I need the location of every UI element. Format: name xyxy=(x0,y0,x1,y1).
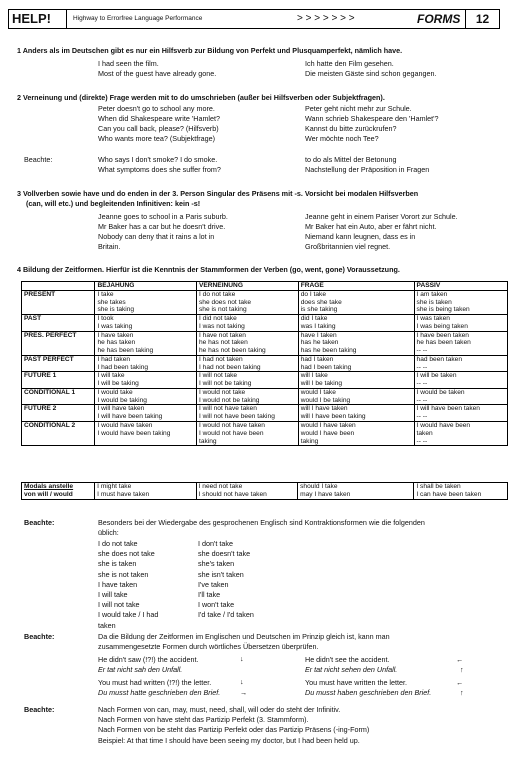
table-row-header: FUTURE 2 xyxy=(22,405,95,422)
table-cell: did I take was I taking xyxy=(298,315,414,332)
table-row-header: PRESENT xyxy=(22,290,95,314)
b2-a3: He didn't see the accident. xyxy=(305,655,390,664)
table-cell: I shall be taken I can have been taken xyxy=(414,483,508,500)
s1-en2: Most of the guest have already gone. xyxy=(98,69,217,78)
list-item: she is taken xyxy=(98,559,137,569)
header-subtitle: Highway to Errorfree Language Performance xyxy=(73,15,203,22)
table-cell: would I have taken would I have been taking xyxy=(298,422,414,446)
s2-beachte: Beachte: xyxy=(24,155,53,164)
b2-c3: You must have written the letter. xyxy=(305,678,408,687)
s2-en-0: Peter doesn't go to school any more. xyxy=(98,104,215,113)
b2-text-2: zusammengesetzte Formen durch wörtliches Übersetzen überprüfen. xyxy=(98,642,319,651)
list-item: I will not take xyxy=(98,600,140,610)
s2-de-2: Kannst du bitte zurückrufen? xyxy=(305,124,397,133)
table-row-header: CONDITIONAL 1 xyxy=(22,388,95,405)
b2-c4: Du musst haben geschrieben den Brief. xyxy=(305,688,432,697)
b1-text-2: üblich: xyxy=(98,528,119,537)
table-cell: have I taken has he taken has he been taking xyxy=(298,331,414,355)
arrow-right-icon: → xyxy=(240,688,248,697)
s3-en-2: Nobody can deny that it rains a lot in xyxy=(98,232,215,241)
b1-label: Beachte: xyxy=(24,518,55,527)
list-item: I have taken xyxy=(98,579,138,589)
b2-a2: Er tat nicht sah den Unfall. xyxy=(98,665,183,674)
table-cell: will I take will I be taking xyxy=(298,372,414,389)
list-item: she is not taken xyxy=(98,569,149,579)
table-row-header: FUTURE 1 xyxy=(22,372,95,389)
s3-de-3: Großbritannien viel regnet. xyxy=(305,242,391,251)
section-3-heading-2: (can, will etc.) und begleitenden Infinitiven: kein -s! xyxy=(26,199,201,208)
s3-de-2: Niemand kann leugnen, dass es in xyxy=(305,232,416,241)
list-item: she doesn't take xyxy=(198,549,251,559)
b3-line-4: Beispiel: At that time I should have been seeing my doctor, but I had been held up. xyxy=(98,736,360,745)
section-1-heading: 1 Anders als im Deutschen gibt es nur ein Hilfsverb zur Bildung von Perfekt und Plusquamperfekt, nämlich have. xyxy=(17,46,403,55)
list-item: she does not take xyxy=(98,549,155,559)
table-row xyxy=(22,355,508,372)
table-row xyxy=(22,388,508,405)
arrow-down-icon: ↓ xyxy=(240,654,244,663)
table-header-cell: FRAGE xyxy=(298,282,414,291)
s3-en-3: Britain. xyxy=(98,242,121,251)
table-cell: I will be taken -- -- xyxy=(414,372,507,389)
s1-de1: Ich hatte den Film gesehen. xyxy=(305,59,394,68)
table-header-cell: PASSIV xyxy=(414,282,507,291)
b3-line-1: Nach Formen von can, may, must, need, shall, will oder do steht der Infinitiv. xyxy=(98,705,341,714)
s2-de-0: Peter geht nicht mehr zur Schule. xyxy=(305,104,412,113)
arrow-left-icon: ← xyxy=(456,678,464,687)
table-cell: I would take I would be taking xyxy=(95,388,197,405)
table-row xyxy=(22,290,508,314)
table-cell: I took I was taking xyxy=(95,315,197,332)
section-2-heading: 2 Verneinung und (direkte) Frage werden mit to do umschrieben (außer bei Hilfsverben oder Subjektfragen). xyxy=(17,93,385,102)
s1-en1: I had seen the film. xyxy=(98,59,159,68)
modal-name-2: von will / would xyxy=(24,490,73,498)
table-row xyxy=(22,315,508,332)
table-cell: do I take does she take is she taking xyxy=(298,290,414,314)
table-row-header: PAST xyxy=(22,315,95,332)
table-row-header: PRES. PERFECT xyxy=(22,331,95,355)
table-header-cell: BEJAHUNG xyxy=(95,282,197,291)
b2-c1: You must had written (!?!) the letter. xyxy=(98,678,212,687)
table-cell: I take she takes she is taking xyxy=(95,290,197,314)
b2-label: Beachte: xyxy=(24,632,55,641)
modal-name-1: Modals anstelle xyxy=(24,483,74,490)
table-cell: I did not take I was not taking xyxy=(196,315,298,332)
table-cell: I have not taken he has not taken he has not been taking xyxy=(196,331,298,355)
s2-bde-0: to do als Mittel der Betonung xyxy=(305,155,397,164)
s3-de-1: Mr Baker hat ein Auto, aber er fährt nicht. xyxy=(305,222,437,231)
list-item: I do not take xyxy=(98,539,138,548)
table-cell: I will not take I will not be taking xyxy=(196,372,298,389)
list-item: she's taken xyxy=(198,559,235,569)
table-row xyxy=(22,405,508,422)
s3-en-0: Jeanne goes to school in a Paris suburb. xyxy=(98,212,228,221)
list-item: I've taken xyxy=(198,579,229,589)
arrow-down-icon: ↓ xyxy=(240,677,244,686)
modal-table xyxy=(21,482,508,500)
s2-en-3: Who wants more tea? (Subjektfrage) xyxy=(98,134,216,143)
table-cell: I would have taken I would have been taking xyxy=(95,422,197,446)
table-cell: I need not take I should not have taken xyxy=(196,483,298,500)
table-cell: would I take would I be taking xyxy=(298,388,414,405)
s3-en-1: Mr Baker has a car but he doesn't drive. xyxy=(98,222,226,231)
header-arrows: > > > > > > > xyxy=(297,13,355,24)
header-title: FORMS xyxy=(417,12,461,26)
s2-en-1: When did Shakespeare write 'Hamlet? xyxy=(98,114,221,123)
b3-label: Beachte: xyxy=(24,705,55,714)
s1-de2: Die meisten Gäste sind schon gegangen. xyxy=(305,69,437,78)
table-row xyxy=(22,372,508,389)
table-cell: I had not taken I had not been taking xyxy=(196,355,298,372)
table-cell: I might take I must have taken xyxy=(95,483,196,500)
section-4-heading: 4 Bildung der Zeitformen. Hierfür ist die Kenntnis der Stammformen der Verben (go, went, gone) Voraussetzung. xyxy=(17,265,400,274)
tense-table xyxy=(21,281,508,446)
s2-de-1: Wann schrieb Shakespeare den 'Hamlet'? xyxy=(305,114,439,123)
table-cell: I would have been taken -- -- xyxy=(414,422,507,446)
list-item: I'll take xyxy=(198,590,221,600)
table-cell: had I taken had I been taking xyxy=(298,355,414,372)
logo: HELP! xyxy=(9,10,67,28)
table-cell: I am taken she is taken she is being taken xyxy=(414,290,507,314)
table-cell: should I take may I have taken xyxy=(298,483,414,500)
s2-ben-1: What symptoms does she suffer from? xyxy=(98,165,221,174)
s2-de-3: Wer möchte noch Tee? xyxy=(305,134,379,143)
table-row-header: PAST PERFECT xyxy=(22,355,95,372)
list-item: I'd take / I'd taken xyxy=(198,610,254,620)
table-cell: I had taken I had been taking xyxy=(95,355,197,372)
b3-line-3: Nach Formen von be steht das Partizip Perfekt oder das Partizip Präsens (-ing-Form) xyxy=(98,725,370,734)
list-item: I would take / I had xyxy=(98,610,159,620)
table-cell: I will not have taken I will not have been taking xyxy=(196,405,298,422)
table-header-cell xyxy=(22,282,95,291)
arrow-up-icon: ↑ xyxy=(460,665,464,674)
s2-ben-0: Who says I don't smoke? I do smoke. xyxy=(98,155,218,164)
modal-row-header xyxy=(22,483,95,500)
table-header-cell: VERNEINUNG xyxy=(196,282,298,291)
table-cell: I have taken he has taken he has been taking xyxy=(95,331,197,355)
list-item: taken xyxy=(98,620,116,630)
table-cell: I would not take I would not be taking xyxy=(196,388,298,405)
b2-text-1: Da die Bildung der Zeitformen im Englischen und Deutschen im Prinzip gleich ist, kann man xyxy=(98,632,390,641)
table-cell: I do not take she does not take she is not taking xyxy=(196,290,298,314)
list-item: I won't take xyxy=(198,600,235,610)
s3-de-0: Jeanne geht in einem Pariser Vorort zur Schule. xyxy=(305,212,458,221)
list-item: I will take xyxy=(98,590,128,600)
table-row xyxy=(22,331,508,355)
list-item: she isn't taken xyxy=(198,569,244,579)
table-cell: had been taken -- -- xyxy=(414,355,507,372)
arrow-left-icon: ← xyxy=(456,655,464,664)
table-row xyxy=(22,483,508,500)
s2-en-2: Can you call back, please? (Hilfsverb) xyxy=(98,124,219,133)
table-cell: I would be taken -- -- xyxy=(414,388,507,405)
table-cell: I will take I will be taking xyxy=(95,372,197,389)
b2-a1: He didn't saw (!?!) the accident. xyxy=(98,655,199,664)
b3-line-2: Nach Formen von have steht das Partizip Perfekt (3. Stammform). xyxy=(98,715,309,724)
table-cell: I will have been taken -- -- xyxy=(414,405,507,422)
table-cell: I would not have taken I would not have been taking xyxy=(196,422,298,446)
b2-a4: Er tat nicht sehen den Unfall. xyxy=(305,665,398,674)
table-row xyxy=(22,422,508,446)
table-header-row xyxy=(22,282,508,291)
arrow-up-icon: ↑ xyxy=(460,688,464,697)
table-cell: I was taken I was being taken xyxy=(414,315,507,332)
contraction-full-list xyxy=(98,539,158,631)
page-header xyxy=(8,9,500,29)
list-item: I don't take xyxy=(198,539,233,548)
table-cell: I will have taken I will have been taking xyxy=(95,405,197,422)
table-row-header: CONDITIONAL 2 xyxy=(22,422,95,446)
b2-c2: Du musst hatte geschrieben den Brief. xyxy=(98,688,221,697)
table-cell: will I have taken will I have been taking xyxy=(298,405,414,422)
s2-bde-1: Nachstellung der Präposition in Fragen xyxy=(305,165,430,174)
contraction-short-list xyxy=(198,539,254,621)
section-3-heading-1: 3 Vollverben sowie have und do enden in der 3. Person Singular des Präsens mit -s. Vorsicht bei modalen Hilfsverben xyxy=(17,189,419,198)
b1-text-1: Besonders bei der Wiedergabe des gesprochenen Englisch sind Kontraktionsformen wie die folgenden xyxy=(98,518,425,527)
table-cell: I have been taken he has been taken -- -- xyxy=(414,331,507,355)
page-number: 12 xyxy=(465,10,499,28)
